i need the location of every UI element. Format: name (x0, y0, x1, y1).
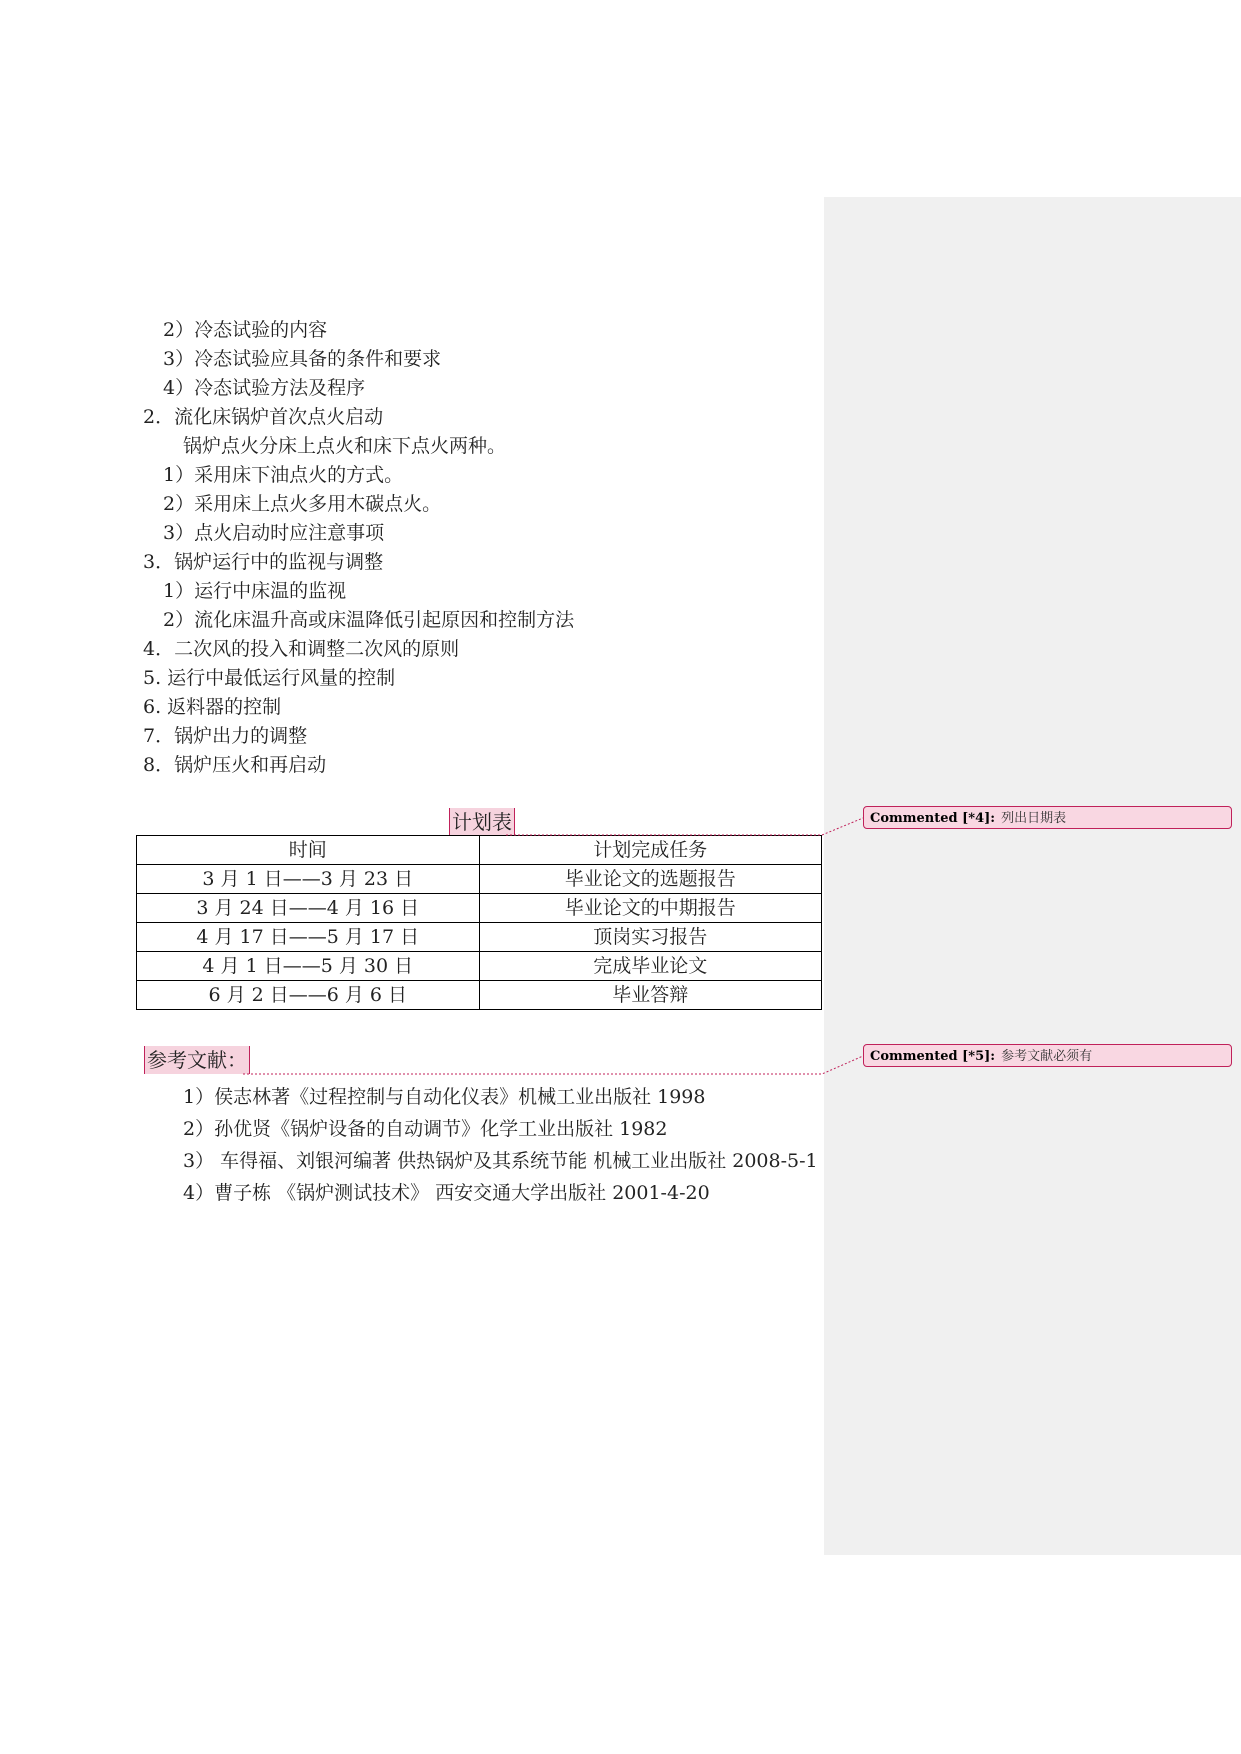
outline-line: 3）点火启动时应注意事项 (163, 522, 385, 544)
comment-balloon-4[interactable] (863, 806, 1232, 829)
reference-item: 1）侯志林著《过程控制与自动化仪表》机械工业出版社 1998 (183, 1086, 706, 1108)
comment-label: Commented [*5]: (870, 1049, 996, 1064)
outline-heading: 2．流化床锅炉首次点火启动 (143, 406, 384, 428)
outline-line: 2）冷态试验的内容 (163, 319, 328, 341)
table-cell: 顶岗实习报告 (479, 923, 822, 952)
outline-heading: 8．锅炉压火和再启动 (143, 754, 327, 776)
outline-paragraph: 锅炉点火分床上点火和床下点火两种。 (183, 435, 507, 457)
references-title[interactable]: 参考文献： (144, 1046, 250, 1074)
comment-label: Commented [*4]: (870, 811, 996, 826)
outline-line: 2）流化床温升高或床温降低引起原因和控制方法 (163, 609, 575, 631)
reference-item: 4）曹子栋 《锅炉测试技术》 西安交通大学出版社 2001-4-20 (183, 1182, 710, 1204)
outline-heading: 5. 运行中最低运行风量的控制 (143, 667, 396, 689)
table-cell: 3 月 1 日——3 月 23 日 (137, 865, 480, 894)
table-header-cell: 计划完成任务 (479, 836, 822, 865)
reference-item: 3） 车得福、刘银河编著 供热锅炉及其系统节能 机械工业出版社 2008-5-1 (183, 1150, 818, 1172)
outline-line: 4）冷态试验方法及程序 (163, 377, 366, 399)
table-cell: 毕业答辩 (479, 981, 822, 1010)
outline-heading: 4．二次风的投入和调整二次风的原则 (143, 638, 460, 660)
comment-connector-5 (243, 1056, 863, 1074)
outline-heading: 3．锅炉运行中的监视与调整 (143, 551, 384, 573)
outline-heading: 6. 返料器的控制 (143, 696, 282, 718)
outline-line: 1）运行中床温的监视 (163, 580, 347, 602)
table-cell: 6 月 2 日——6 月 6 日 (137, 981, 480, 1010)
comment-balloon-5[interactable] (863, 1044, 1232, 1067)
comment-connector-4 (506, 818, 863, 835)
reference-item: 2）孙优贤《锅炉设备的自动调节》化学工业出版社 1982 (183, 1118, 668, 1140)
table-cell: 毕业论文的选题报告 (479, 865, 822, 894)
plan-table-title[interactable]: 计划表 (449, 808, 515, 836)
table-cell: 3 月 24 日——4 月 16 日 (137, 894, 480, 923)
outline-line: 1）采用床下油点火的方式。 (163, 464, 404, 486)
outline-heading: 7．锅炉出力的调整 (143, 725, 308, 747)
table-header-cell: 时间 (137, 836, 480, 865)
table-cell: 完成毕业论文 (479, 952, 822, 981)
comment-text: 列出日期表 (1001, 811, 1067, 826)
table-cell: 毕业论文的中期报告 (479, 894, 822, 923)
outline-line: 3）冷态试验应具备的条件和要求 (163, 348, 442, 370)
table-cell: 4 月 1 日——5 月 30 日 (137, 952, 480, 981)
comment-text: 参考文献必须有 (1001, 1049, 1093, 1064)
outline-line: 2）采用床上点火多用木碳点火。 (163, 493, 442, 515)
table-cell: 4 月 17 日——5 月 17 日 (137, 923, 480, 952)
